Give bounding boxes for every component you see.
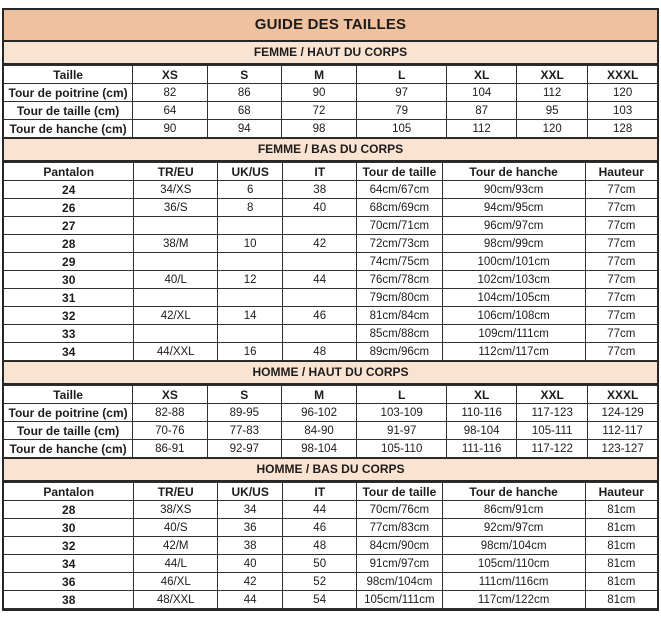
column-header-row [4, 483, 657, 501]
cell-value: 105cm/111cm [357, 591, 443, 609]
table-row [4, 537, 657, 555]
cell-value: 12 [218, 271, 283, 289]
row-label: Tour de hanche (cm) [4, 440, 133, 458]
cell-value: 14 [218, 307, 283, 325]
cell-value: 77cm [585, 271, 657, 289]
column-header-m: M [282, 386, 357, 404]
cell-value: 77cm [585, 217, 657, 235]
cell-value: 38/XS [134, 501, 218, 519]
cell-value: 112 [447, 120, 517, 138]
row-label: 31 [4, 289, 134, 307]
column-header-xl: XL [447, 66, 517, 84]
cell-value: 77cm [585, 289, 657, 307]
cell-value: 96-102 [282, 404, 357, 422]
row-label: Tour de taille (cm) [4, 102, 133, 120]
column-header-tour-de-taille: Tour de taille [357, 163, 443, 181]
column-header-pantalon: Pantalon [4, 483, 134, 501]
cell-value: 100cm/101cm [442, 253, 585, 271]
row-label: Tour de taille (cm) [4, 422, 133, 440]
cell-value: 70cm/71cm [357, 217, 443, 235]
table-row [4, 591, 657, 609]
cell-value: 70cm/76cm [357, 501, 443, 519]
column-header-xl: XL [447, 386, 517, 404]
column-header-taille: Taille [4, 386, 133, 404]
table-row [4, 102, 657, 120]
cell-value: 120 [517, 120, 588, 138]
row-label: 32 [4, 307, 134, 325]
cell-value: 98-104 [447, 422, 517, 440]
column-header-row [4, 386, 657, 404]
cell-value: 90 [133, 120, 207, 138]
cell-value: 98cm/99cm [442, 235, 585, 253]
column-header-taille: Taille [4, 66, 133, 84]
cell-value: 44 [218, 591, 283, 609]
cell-value: 89-95 [207, 404, 281, 422]
cell-value: 38/M [134, 235, 218, 253]
column-header-tour-de-hanche: Tour de hanche [442, 483, 585, 501]
table-row [4, 181, 657, 199]
cell-value: 112cm/117cm [442, 343, 585, 361]
cell-value: 76cm/78cm [357, 271, 443, 289]
cell-value: 77cm/83cm [357, 519, 443, 537]
cell-value: 46/XL [134, 573, 218, 591]
cell-value [218, 289, 283, 307]
cell-value: 36 [218, 519, 283, 537]
cell-value: 102cm/103cm [442, 271, 585, 289]
cell-value: 112-117 [588, 422, 657, 440]
cell-value: 74cm/75cm [357, 253, 443, 271]
cell-value: 104cm/105cm [442, 289, 585, 307]
cell-value: 46 [283, 519, 357, 537]
cell-value: 103 [588, 102, 657, 120]
cell-value [134, 289, 218, 307]
row-label: 32 [4, 537, 134, 555]
cell-value: 92-97 [207, 440, 281, 458]
cell-value: 42 [283, 235, 357, 253]
cell-value: 97 [357, 84, 447, 102]
table-row [4, 289, 657, 307]
column-header-xs: XS [133, 66, 207, 84]
cell-value: 120 [588, 84, 657, 102]
column-header-xxxl: XXXL [588, 66, 657, 84]
cell-value: 77cm [585, 325, 657, 343]
cell-value: 77cm [585, 199, 657, 217]
cell-value: 8 [218, 199, 283, 217]
cell-value: 91-97 [357, 422, 447, 440]
cell-value: 42/M [134, 537, 218, 555]
cell-value: 105-110 [357, 440, 447, 458]
sections-container [4, 42, 657, 609]
cell-value: 90 [282, 84, 357, 102]
cell-value: 40/L [134, 271, 218, 289]
cell-value: 98cm/104cm [357, 573, 443, 591]
table-row [4, 199, 657, 217]
cell-value: 72cm/73cm [357, 235, 443, 253]
column-header-l: L [357, 66, 447, 84]
cell-value [218, 253, 283, 271]
cell-value: 82 [133, 84, 207, 102]
cell-value: 104 [447, 84, 517, 102]
cell-value [134, 217, 218, 235]
cell-value: 86-91 [133, 440, 207, 458]
column-header-s: S [207, 386, 281, 404]
cell-value: 81cm [585, 519, 657, 537]
cell-value: 84-90 [282, 422, 357, 440]
cell-value: 81cm/84cm [357, 307, 443, 325]
cell-value: 112 [517, 84, 588, 102]
cell-value: 98 [282, 120, 357, 138]
row-label: Tour de poitrine (cm) [4, 84, 133, 102]
cell-value [283, 217, 357, 235]
section-table-femme-haut-du-corps [4, 65, 657, 138]
column-header-uk-us: UK/US [218, 163, 283, 181]
column-header-s: S [207, 66, 281, 84]
cell-value: 96cm/97cm [442, 217, 585, 235]
cell-value: 117cm/122cm [442, 591, 585, 609]
cell-value: 90cm/93cm [442, 181, 585, 199]
table-row [4, 253, 657, 271]
cell-value: 10 [218, 235, 283, 253]
row-label: 30 [4, 519, 134, 537]
cell-value: 72 [282, 102, 357, 120]
cell-value [283, 253, 357, 271]
cell-value: 95 [517, 102, 588, 120]
column-header-pantalon: Pantalon [4, 163, 134, 181]
cell-value: 86 [207, 84, 281, 102]
column-header-row [4, 66, 657, 84]
column-header-tr-eu: TR/EU [134, 163, 218, 181]
cell-value [134, 325, 218, 343]
column-header-xxl: XXL [517, 66, 588, 84]
cell-value: 128 [588, 120, 657, 138]
cell-value: 77cm [585, 343, 657, 361]
row-label: 26 [4, 199, 134, 217]
cell-value: 48 [283, 343, 357, 361]
cell-value: 50 [283, 555, 357, 573]
cell-value: 44 [283, 501, 357, 519]
table-row [4, 271, 657, 289]
cell-value: 64cm/67cm [357, 181, 443, 199]
cell-value: 38 [283, 181, 357, 199]
cell-value: 34/XS [134, 181, 218, 199]
cell-value: 117-122 [517, 440, 588, 458]
cell-value: 103-109 [357, 404, 447, 422]
table-row [4, 325, 657, 343]
cell-value: 52 [283, 573, 357, 591]
table-row [4, 501, 657, 519]
cell-value: 110-116 [447, 404, 517, 422]
section-table-femme-bas-du-corps [4, 162, 657, 361]
cell-value: 64 [133, 102, 207, 120]
cell-value: 106cm/108cm [442, 307, 585, 325]
cell-value: 81cm [585, 591, 657, 609]
row-label: 36 [4, 573, 134, 591]
column-header-tr-eu: TR/EU [134, 483, 218, 501]
cell-value [283, 289, 357, 307]
table-row [4, 440, 657, 458]
cell-value [283, 325, 357, 343]
cell-value: 34 [218, 501, 283, 519]
cell-value: 105-111 [517, 422, 588, 440]
column-header-tour-de-taille: Tour de taille [357, 483, 443, 501]
row-label: 38 [4, 591, 134, 609]
size-guide-table [2, 8, 659, 611]
cell-value: 81cm [585, 537, 657, 555]
cell-value: 92cm/97cm [442, 519, 585, 537]
table-row [4, 343, 657, 361]
cell-value: 48/XXL [134, 591, 218, 609]
column-header-tour-de-hanche: Tour de hanche [442, 163, 585, 181]
cell-value: 77-83 [207, 422, 281, 440]
row-label: 30 [4, 271, 134, 289]
cell-value: 105cm/110cm [442, 555, 585, 573]
table-row [4, 422, 657, 440]
cell-value: 44 [283, 271, 357, 289]
column-header-it: IT [283, 483, 357, 501]
cell-value: 82-88 [133, 404, 207, 422]
row-label: Tour de hanche (cm) [4, 120, 133, 138]
cell-value: 86cm/91cm [442, 501, 585, 519]
cell-value: 44/XXL [134, 343, 218, 361]
section-table-homme-haut-du-corps [4, 385, 657, 458]
cell-value: 111cm/116cm [442, 573, 585, 591]
column-header-xxl: XXL [517, 386, 588, 404]
cell-value: 48 [283, 537, 357, 555]
column-header-it: IT [283, 163, 357, 181]
cell-value: 81cm [585, 501, 657, 519]
column-header-row [4, 163, 657, 181]
section-table-homme-bas-du-corps [4, 482, 657, 609]
table-row [4, 120, 657, 138]
cell-value: 94 [207, 120, 281, 138]
cell-value: 54 [283, 591, 357, 609]
cell-value: 79cm/80cm [357, 289, 443, 307]
cell-value: 117-123 [517, 404, 588, 422]
cell-value: 84cm/90cm [357, 537, 443, 555]
cell-value: 85cm/88cm [357, 325, 443, 343]
cell-value: 105 [357, 120, 447, 138]
table-row [4, 84, 657, 102]
cell-value: 87 [447, 102, 517, 120]
cell-value [218, 217, 283, 235]
cell-value: 77cm [585, 235, 657, 253]
cell-value: 36/S [134, 199, 218, 217]
cell-value: 42 [218, 573, 283, 591]
table-row [4, 235, 657, 253]
cell-value: 40 [218, 555, 283, 573]
cell-value: 40 [283, 199, 357, 217]
cell-value: 44/L [134, 555, 218, 573]
cell-value: 124-129 [588, 404, 657, 422]
section-header-femme-bas-du-corps: FEMME / BAS DU CORPS [4, 138, 657, 162]
row-label: 34 [4, 343, 134, 361]
cell-value: 79 [357, 102, 447, 120]
cell-value: 68 [207, 102, 281, 120]
cell-value: 38 [218, 537, 283, 555]
column-header-hauteur: Hauteur [585, 163, 657, 181]
cell-value: 81cm [585, 555, 657, 573]
cell-value [218, 325, 283, 343]
cell-value: 46 [283, 307, 357, 325]
cell-value: 6 [218, 181, 283, 199]
row-label: Tour de poitrine (cm) [4, 404, 133, 422]
row-label: 29 [4, 253, 134, 271]
cell-value: 123-127 [588, 440, 657, 458]
cell-value: 40/S [134, 519, 218, 537]
cell-value: 81cm [585, 573, 657, 591]
column-header-xs: XS [133, 386, 207, 404]
cell-value: 68cm/69cm [357, 199, 443, 217]
column-header-xxxl: XXXL [588, 386, 657, 404]
row-label: 33 [4, 325, 134, 343]
cell-value: 16 [218, 343, 283, 361]
table-row [4, 573, 657, 591]
row-label: 28 [4, 235, 134, 253]
cell-value: 98-104 [282, 440, 357, 458]
cell-value: 91cm/97cm [357, 555, 443, 573]
cell-value: 98cm/104cm [442, 537, 585, 555]
section-header-femme-haut-du-corps: FEMME / HAUT DU CORPS [4, 42, 657, 65]
cell-value: 94cm/95cm [442, 199, 585, 217]
section-header-homme-bas-du-corps: HOMME / BAS DU CORPS [4, 458, 657, 482]
column-header-uk-us: UK/US [218, 483, 283, 501]
row-label: 27 [4, 217, 134, 235]
cell-value: 111-116 [447, 440, 517, 458]
cell-value: 70-76 [133, 422, 207, 440]
cell-value [134, 253, 218, 271]
table-row [4, 519, 657, 537]
cell-value: 77cm [585, 181, 657, 199]
table-row [4, 307, 657, 325]
table-row [4, 555, 657, 573]
section-header-homme-haut-du-corps: HOMME / HAUT DU CORPS [4, 361, 657, 385]
column-header-hauteur: Hauteur [585, 483, 657, 501]
cell-value: 42/XL [134, 307, 218, 325]
table-row [4, 404, 657, 422]
column-header-m: M [282, 66, 357, 84]
column-header-l: L [357, 386, 447, 404]
cell-value: 77cm [585, 253, 657, 271]
cell-value: 77cm [585, 307, 657, 325]
row-label: 28 [4, 501, 134, 519]
table-row [4, 217, 657, 235]
page-title: GUIDE DES TAILLES [4, 10, 657, 42]
cell-value: 109cm/111cm [442, 325, 585, 343]
row-label: 24 [4, 181, 134, 199]
row-label: 34 [4, 555, 134, 573]
cell-value: 89cm/96cm [357, 343, 443, 361]
